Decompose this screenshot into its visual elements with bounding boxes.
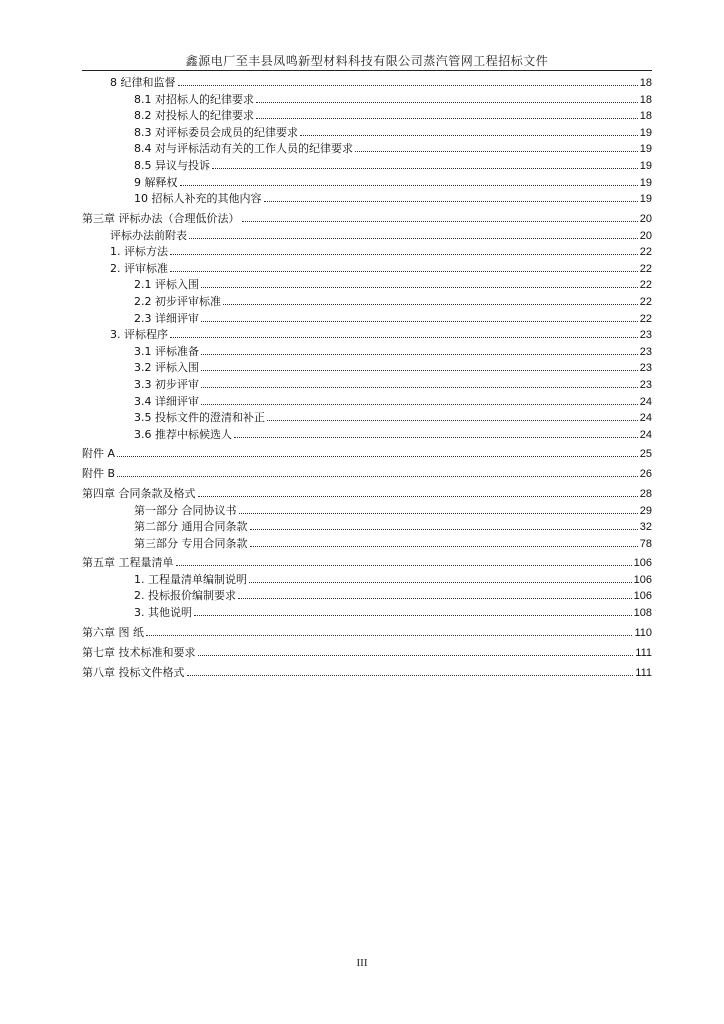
toc-entry-title: 第五章 工程量清单 bbox=[82, 556, 174, 569]
toc-dot-leader bbox=[264, 201, 638, 202]
toc-entry[interactable] bbox=[82, 554, 652, 570]
toc-dot-leader bbox=[187, 675, 634, 676]
toc-entry-title: 3.2 评标入围 bbox=[134, 361, 199, 375]
toc-entry-title: 8.3 对评标委员会成员的纪律要求 bbox=[134, 125, 298, 139]
toc-dot-leader bbox=[238, 598, 632, 599]
toc-dot-leader bbox=[267, 420, 638, 421]
toc-entry-title: 1. 评标方法 bbox=[110, 245, 168, 259]
toc-entry-title: 2.2 初步评审标准 bbox=[134, 295, 221, 308]
toc-entry-page: 28 bbox=[639, 488, 652, 500]
toc-entry-title: 第七章 技术标准和要求 bbox=[82, 646, 196, 659]
toc-entry[interactable] bbox=[82, 485, 652, 501]
toc-dot-leader bbox=[256, 102, 638, 103]
toc-entry-page: 78 bbox=[639, 537, 652, 550]
toc-entry[interactable] bbox=[82, 276, 652, 292]
toc-dot-leader bbox=[201, 287, 638, 288]
toc-entry[interactable] bbox=[82, 107, 652, 123]
toc-entry[interactable] bbox=[82, 393, 652, 409]
toc-entry-page: 23 bbox=[639, 379, 652, 391]
toc-entry-title: 附件 B bbox=[82, 467, 116, 480]
toc-entry-page: 19 bbox=[639, 126, 652, 139]
toc-entry[interactable] bbox=[82, 326, 652, 342]
toc-dot-leader bbox=[300, 135, 638, 136]
toc-dot-leader bbox=[194, 615, 632, 616]
toc-entry-page: 26 bbox=[639, 468, 652, 480]
toc-entry[interactable] bbox=[82, 426, 652, 442]
toc-entry-page: 29 bbox=[639, 504, 652, 517]
toc-dot-leader bbox=[170, 254, 638, 255]
toc-entry-page: 23 bbox=[639, 345, 652, 358]
toc-entry-page: 22 bbox=[639, 262, 652, 275]
toc-dot-leader bbox=[117, 456, 638, 457]
toc-entry-page: 22 bbox=[639, 279, 652, 292]
toc-entry-title: 1. 工程量清单编制说明 bbox=[134, 572, 247, 586]
toc-entry-title: 8.4 对与评标活动有关的工作人员的纪律要求 bbox=[134, 142, 353, 156]
toc-entry[interactable] bbox=[82, 502, 652, 518]
toc-dot-leader bbox=[201, 321, 638, 322]
toc-dot-leader bbox=[170, 271, 638, 272]
toc-dot-leader bbox=[178, 85, 638, 86]
toc-entry-page: 106 bbox=[633, 573, 652, 586]
toc-entry[interactable] bbox=[82, 124, 652, 140]
toc-dot-leader bbox=[249, 582, 632, 583]
toc-entry-title: 3.3 初步评审 bbox=[134, 378, 199, 391]
toc-dot-leader bbox=[198, 655, 634, 656]
toc-dot-leader bbox=[212, 168, 638, 169]
toc-entry-page: 20 bbox=[639, 213, 652, 225]
toc-dot-leader bbox=[198, 496, 638, 497]
toc-entry[interactable] bbox=[82, 210, 652, 226]
toc-dot-leader bbox=[201, 370, 638, 371]
toc-entry-title: 8 纪律和监督 bbox=[110, 76, 176, 89]
toc-entry-title: 8.1 对招标人的纪律要求 bbox=[134, 92, 254, 106]
toc-entry-title: 2.1 评标入围 bbox=[134, 278, 199, 292]
toc-entry-page: 23 bbox=[639, 329, 652, 342]
toc-entry-page: 19 bbox=[639, 176, 652, 189]
toc-dot-leader bbox=[201, 387, 638, 388]
toc-dot-leader bbox=[180, 185, 638, 186]
toc-entry-title: 3. 评标程序 bbox=[110, 328, 168, 342]
toc-entry[interactable] bbox=[82, 260, 652, 276]
toc-entry[interactable] bbox=[82, 74, 652, 90]
toc-entry-page: 18 bbox=[639, 110, 652, 123]
toc-entry-title: 2. 评审标准 bbox=[110, 261, 168, 275]
toc-entry[interactable] bbox=[82, 604, 652, 620]
toc-entry-title: 8.2 对投标人的纪律要求 bbox=[134, 109, 254, 123]
toc-entry-title: 3.1 评标准备 bbox=[134, 344, 199, 358]
toc-dot-leader bbox=[239, 513, 638, 514]
toc-entry-page: 111 bbox=[635, 667, 652, 679]
toc-entry-page: 23 bbox=[639, 362, 652, 375]
toc-entry[interactable] bbox=[82, 293, 652, 309]
toc-entry-page: 19 bbox=[639, 143, 652, 156]
toc-entry-title: 3. 其他说明 bbox=[134, 605, 192, 619]
toc-dot-leader bbox=[201, 354, 638, 355]
toc-entry-page: 22 bbox=[639, 246, 652, 259]
toc-entry-page: 22 bbox=[639, 312, 652, 325]
toc-entry[interactable] bbox=[82, 310, 652, 326]
toc-dot-leader bbox=[234, 437, 638, 438]
toc-entry-page: 32 bbox=[639, 521, 652, 534]
toc-entry-title: 3.4 详细评审 bbox=[134, 394, 199, 408]
toc-entry-page: 106 bbox=[633, 557, 652, 569]
toc-entry-title: 附件 A bbox=[82, 447, 116, 460]
toc-dot-leader bbox=[176, 565, 632, 566]
toc-entry-title: 8.5 异议与投诉 bbox=[134, 159, 210, 172]
toc-entry-page: 24 bbox=[639, 395, 652, 408]
toc-entry[interactable] bbox=[82, 409, 652, 425]
toc-entry-title: 第二部分 通用合同条款 bbox=[134, 520, 248, 534]
toc-dot-leader bbox=[189, 238, 638, 239]
toc-dot-leader bbox=[170, 337, 638, 338]
toc-entry[interactable] bbox=[82, 644, 652, 660]
toc-entry[interactable] bbox=[82, 535, 652, 551]
toc-entry[interactable] bbox=[82, 174, 652, 190]
toc-dot-leader bbox=[201, 404, 638, 405]
document-header: 鑫源电厂至丰县凤鸣新型材料科技有限公司蒸汽管网工程招标文件 bbox=[82, 52, 652, 71]
toc-entry-title: 评标办法前附表 bbox=[110, 228, 187, 242]
toc-entry-title: 第八章 投标文件格式 bbox=[82, 666, 185, 679]
toc-dot-leader bbox=[146, 635, 632, 636]
toc-entry-title: 第三部分 专用合同条款 bbox=[134, 536, 248, 550]
toc-dot-leader bbox=[223, 304, 638, 305]
toc-entry[interactable] bbox=[82, 227, 652, 243]
toc-entry[interactable] bbox=[82, 445, 652, 461]
toc-entry-page: 25 bbox=[639, 448, 652, 460]
toc-entry[interactable] bbox=[82, 587, 652, 603]
toc-entry[interactable] bbox=[82, 624, 652, 640]
page-number: III bbox=[356, 957, 368, 969]
toc-entry[interactable] bbox=[82, 140, 652, 156]
toc-entry[interactable] bbox=[82, 518, 652, 534]
toc-dot-leader bbox=[256, 118, 638, 119]
toc-dot-leader bbox=[355, 151, 638, 152]
toc-entry-title: 10 招标人补充的其他内容 bbox=[134, 192, 262, 206]
toc-dot-leader bbox=[250, 529, 638, 530]
toc-entry-title: 第一部分 合同协议书 bbox=[134, 503, 237, 517]
toc-entry[interactable] bbox=[82, 376, 652, 392]
toc-dot-leader bbox=[250, 546, 638, 547]
toc-entry-page: 111 bbox=[635, 647, 652, 659]
toc-entry-title: 3.6 推荐中标候选人 bbox=[134, 427, 232, 441]
toc-entry[interactable] bbox=[82, 571, 652, 587]
toc-entry-title: 第三章 评标办法（合理低价法） bbox=[82, 212, 240, 225]
toc-entry-title: 9 解释权 bbox=[134, 175, 178, 189]
toc-entry[interactable] bbox=[82, 243, 652, 259]
toc-entry[interactable] bbox=[82, 343, 652, 359]
toc-entry-page: 108 bbox=[633, 606, 652, 619]
toc-entry-page: 18 bbox=[639, 77, 652, 89]
toc-entry[interactable] bbox=[82, 465, 652, 481]
toc-entry-title: 3.5 投标文件的澄清和补正 bbox=[134, 411, 265, 425]
toc-entry[interactable] bbox=[82, 359, 652, 375]
toc-entry[interactable] bbox=[82, 664, 652, 680]
toc-entry-title: 第四章 合同条款及格式 bbox=[82, 487, 196, 500]
toc-entry[interactable] bbox=[82, 190, 652, 206]
toc-entry-title: 2. 投标报价编制要求 bbox=[134, 589, 236, 603]
toc-entry-page: 110 bbox=[634, 627, 652, 639]
toc-entry-page: 18 bbox=[639, 93, 652, 106]
toc-entry-page: 24 bbox=[639, 428, 652, 441]
toc-entry-page: 19 bbox=[639, 160, 652, 172]
toc-entry-title: 2.3 详细评审 bbox=[134, 311, 199, 325]
toc-entry[interactable] bbox=[82, 91, 652, 107]
toc-entry-page: 19 bbox=[639, 193, 652, 206]
toc-entry-page: 22 bbox=[639, 296, 652, 308]
toc-dot-leader bbox=[242, 221, 638, 222]
toc-dot-leader bbox=[117, 476, 638, 477]
toc-entry-page: 24 bbox=[639, 412, 652, 425]
toc-entry[interactable] bbox=[82, 157, 652, 173]
toc-entry-page: 106 bbox=[633, 590, 652, 603]
toc-entry-title: 第六章 图 纸 bbox=[82, 626, 144, 639]
toc-entry-page: 20 bbox=[639, 229, 652, 242]
